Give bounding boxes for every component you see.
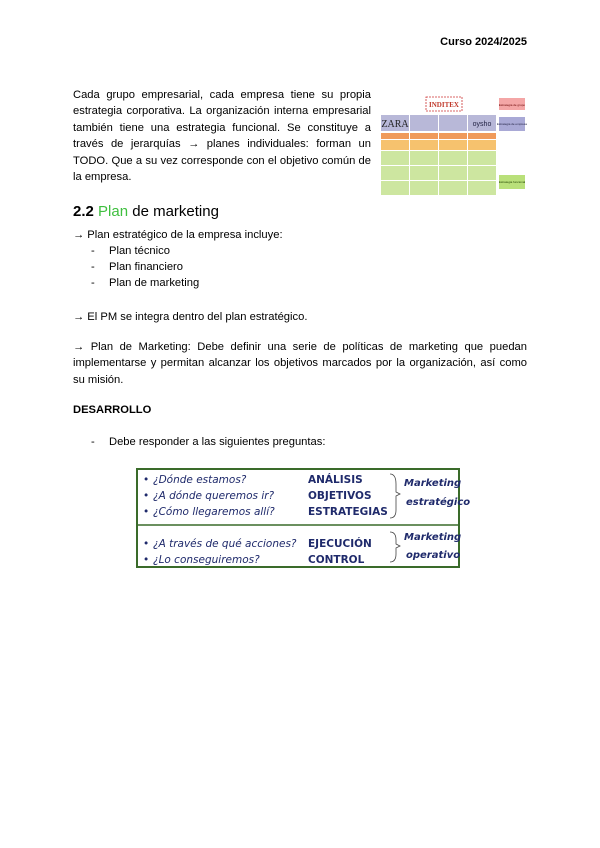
brand-zara: ZARA xyxy=(381,119,409,130)
inditex-label: INDITEX xyxy=(429,101,459,109)
answer-3: ESTRATEGIAS xyxy=(308,506,388,518)
question-4: ¿A través de qué acciones? xyxy=(153,538,297,550)
development-item: - Debe responder a las siguientes preguntas: xyxy=(91,436,326,448)
plan-list xyxy=(91,243,199,291)
side-label-mid: Estrategia de empresa xyxy=(496,122,528,126)
section-title-rest: de marketing xyxy=(128,203,219,220)
intro-paragraph: Cada grupo empresarial, cada empresa tiene su propia estrategia corporativa. La organización interna empresarial también tiene una estrategia funcional. Se constituye a través de jerarquías → planes individuales: forman un TODO. Que a su vez corresponde con el objetivo común de la empresa. xyxy=(73,89,371,184)
section-title xyxy=(73,203,219,220)
operative-label-line2: operativo xyxy=(406,550,461,561)
marketing-questions-box xyxy=(136,468,471,568)
operative-label-line1: Marketing xyxy=(404,532,462,543)
svg-text:•: • xyxy=(143,474,150,486)
svg-text:•: • xyxy=(143,506,150,518)
functional-grid xyxy=(381,133,496,195)
section-number: 2.2 xyxy=(73,203,94,220)
question-2: ¿A dónde queremos ir? xyxy=(153,490,275,502)
list-item: - Plan de marketing xyxy=(91,277,200,289)
inditex-hierarchy-diagram xyxy=(381,95,528,197)
plan-intro: → Plan estratégico de la empresa incluye: xyxy=(73,229,283,241)
svg-text:•: • xyxy=(143,554,150,566)
answer-4: EJECUCIÓN xyxy=(308,538,372,550)
question-5: ¿Lo conseguiremos? xyxy=(153,554,260,566)
answer-1: ANÁLISIS xyxy=(308,474,363,486)
strategic-label-line1: Marketing xyxy=(404,478,462,489)
pm-definition: → Plan de Marketing: Debe definir una serie de políticas de marketing que puedan implementarse y permitan alcanzar los objetivos marcados por la organización, así como su misión. xyxy=(73,341,527,386)
question-3: ¿Cómo llegaremos allí? xyxy=(153,506,275,518)
course-header: Curso 2024/2025 xyxy=(440,36,527,48)
list-item: - Plan técnico xyxy=(91,245,170,257)
development-title: DESARROLLO xyxy=(73,404,152,416)
pm-line: → El PM se integra dentro del plan estratégico. xyxy=(73,311,308,323)
svg-text:•: • xyxy=(143,538,150,550)
answer-5: CONTROL xyxy=(308,554,365,566)
svg-text:•: • xyxy=(143,490,150,502)
strategic-label-line2: estratégico xyxy=(406,497,471,508)
section-title-green: Plan xyxy=(98,203,129,220)
side-label-bottom: Estrategia funcional xyxy=(498,180,526,184)
list-item: - Plan financiero xyxy=(91,261,184,273)
answer-2: OBJETIVOS xyxy=(308,490,372,502)
side-label-top: Estrategia de grupo xyxy=(498,103,526,107)
brand-oysho: oysho xyxy=(472,121,492,128)
question-1: ¿Dónde estamos? xyxy=(153,474,247,486)
